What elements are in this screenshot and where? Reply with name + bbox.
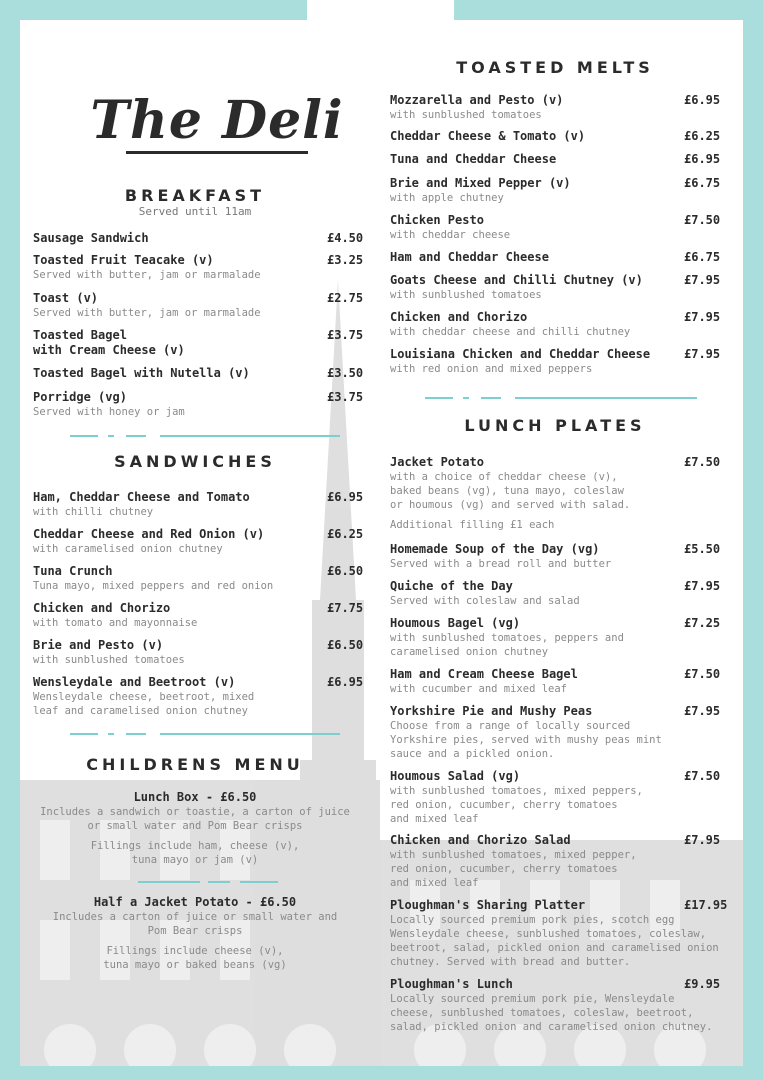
price: £6.25 xyxy=(327,527,364,541)
kids-item: Lunch Box - £6.50 Includes a sandwich or toastie, a carton of juice or small water and Pom Bear crisps Fillings include ham, cheese (v), tuna mayo or jam (v) xyxy=(40,790,350,866)
menu-item: Chicken and Chorizo with tomato and mayonnaise £7.75 xyxy=(33,601,364,629)
price: £7.95 xyxy=(684,579,721,593)
menu-item: Cheddar Cheese and Red Onion (v) with caramelised onion chutney £6.25 xyxy=(33,527,364,555)
menu-item: Ploughman's Lunch Locally sourced premium pork pie, Wensleydale cheese, sunblushed tomatoes, coleslaw, beetroot, salad, pickled onion and caramelised onion chutney. £9.95 xyxy=(390,977,721,1033)
price: £7.50 xyxy=(684,213,721,227)
price: £7.75 xyxy=(327,601,364,615)
price: £7.25 xyxy=(684,616,721,630)
section-divider xyxy=(70,733,340,735)
menu-item: Ploughman's Sharing Platter Locally sourced premium pork pies, scotch egg Wensleydale cheese, sunblushed tomatoes, coleslaw, beetroot, salad, pickled onion and caramelised onion chutney. Served with bread and butter. £17.95 xyxy=(390,898,728,968)
menu-item: Toasted Bagel with Cream Cheese (v) £3.75 xyxy=(33,328,364,357)
price: £3.75 xyxy=(327,328,364,342)
menu-item: Chicken Pesto with cheddar cheese £7.50 xyxy=(390,213,721,241)
price: £2.75 xyxy=(327,291,364,305)
price: £7.50 xyxy=(684,667,721,681)
menu-item: Louisiana Chicken and Cheddar Cheese with red onion and mixed peppers £7.95 xyxy=(390,347,721,375)
breakfast-subtitle: Served until 11am xyxy=(138,205,252,218)
price: £6.50 xyxy=(327,564,364,578)
frame-top-left xyxy=(0,0,307,20)
menu-item: Mozzarella and Pesto (v) with sunblushed tomatoes £6.95 xyxy=(390,93,721,121)
menu-item: Brie and Mixed Pepper (v) with apple chutney £6.75 xyxy=(390,176,721,204)
price: £3.75 xyxy=(327,390,364,404)
menu-item: Tuna Crunch Tuna mayo, mixed peppers and red onion £6.50 xyxy=(33,564,364,592)
additional-filling-note: Additional filling £1 each xyxy=(390,519,555,531)
kids-divider xyxy=(138,881,278,883)
menu-item: Yorkshire Pie and Mushy Peas Choose from a range of locally sourced Yorkshire pies, served with mushy peas mint sauce and a pickled onion. £7.95 xyxy=(390,704,721,760)
price: £6.95 xyxy=(327,490,364,504)
section-divider xyxy=(425,397,697,399)
menu-item: Toasted Bagel with Nutella (v) £3.50 xyxy=(33,366,364,380)
menu-item: Porridge (vg) Served with honey or jam £3.75 xyxy=(33,390,364,418)
kids-item: Half a Jacket Potato - £6.50 Includes a carton of juice or small water and Pom Bear crisps Fillings include cheese (v), tuna mayo or baked beans (vg) xyxy=(52,895,338,971)
menu-item: Toast (v) Served with butter, jam or marmalade £2.75 xyxy=(33,291,364,319)
price: £6.95 xyxy=(684,152,721,166)
price: £17.95 xyxy=(684,898,728,912)
price: £6.75 xyxy=(684,176,721,190)
sandwiches-title: SANDWICHES xyxy=(114,452,276,471)
price: £7.95 xyxy=(684,704,721,718)
menu-item: Ham and Cheddar Cheese £6.75 xyxy=(390,250,721,264)
melts-title: TOASTED MELTS xyxy=(456,58,654,77)
frame-top-right xyxy=(454,0,763,20)
breakfast-title: BREAKFAST xyxy=(124,186,266,205)
menu-item: Toasted Fruit Teacake (v) Served with butter, jam or marmalade £3.25 xyxy=(33,253,364,281)
price: £9.95 xyxy=(684,977,721,991)
logo xyxy=(72,90,362,160)
price: £3.50 xyxy=(327,366,364,380)
menu-item: Tuna and Cheddar Cheese £6.95 xyxy=(390,152,721,166)
menu-item: Jacket Potato with a choice of cheddar cheese (v), baked beans (vg), tuna mayo, coleslaw or houmous (vg) and served with salad. £7.50 xyxy=(390,455,721,511)
menu-item: Goats Cheese and Chilli Chutney (v) with sunblushed tomatoes £7.95 xyxy=(390,273,721,301)
menu-item: Ham and Cream Cheese Bagel with cucumber and mixed leaf £7.50 xyxy=(390,667,721,695)
price: £6.50 xyxy=(327,638,364,652)
price: £5.50 xyxy=(684,542,721,556)
price: £6.75 xyxy=(684,250,721,264)
price: £7.95 xyxy=(684,833,721,847)
price: £7.95 xyxy=(684,273,721,287)
price: £7.50 xyxy=(684,455,721,469)
menu-item: Wensleydale and Beetroot (v) Wensleydale cheese, beetroot, mixed leaf and caramelised onion chutney £6.95 xyxy=(33,675,364,717)
menu-item: Chicken and Chorizo with cheddar cheese and chilli chutney £7.95 xyxy=(390,310,721,338)
price: £7.50 xyxy=(684,769,721,783)
price: £7.95 xyxy=(684,347,721,361)
menu-item: Sausage Sandwich £4.50 xyxy=(33,231,364,245)
price: £6.95 xyxy=(684,93,721,107)
menu-item: Houmous Bagel (vg) with sunblushed tomatoes, peppers and caramelised onion chutney £7.25 xyxy=(390,616,721,658)
menu-item: Homemade Soup of the Day (vg) Served with a bread roll and butter £5.50 xyxy=(390,542,721,570)
menu-item: Brie and Pesto (v) with sunblushed tomatoes £6.50 xyxy=(33,638,364,666)
section-divider xyxy=(70,435,340,437)
price: £4.50 xyxy=(327,231,364,245)
price: £3.25 xyxy=(327,253,364,267)
menu-item: Chicken and Chorizo Salad with sunblushed tomatoes, mixed pepper, red onion, cucumber, cherry tomatoes and mixed leaf £7.95 xyxy=(390,833,721,889)
frame-left xyxy=(0,0,20,1080)
lunch-title: LUNCH PLATES xyxy=(464,416,646,435)
logo-underline xyxy=(126,151,308,154)
frame-right xyxy=(743,0,763,1080)
logo-text: The Deli xyxy=(90,90,344,151)
price: £6.25 xyxy=(684,129,721,143)
menu-item: Houmous Salad (vg) with sunblushed tomatoes, mixed peppers, red onion, cucumber, cherry tomatoes and mixed leaf £7.50 xyxy=(390,769,721,825)
frame-bottom xyxy=(0,1066,763,1080)
menu-item: Quiche of the Day Served with coleslaw and salad £7.95 xyxy=(390,579,721,607)
price: £6.95 xyxy=(327,675,364,689)
menu-item: Ham, Cheddar Cheese and Tomato with chilli chutney £6.95 xyxy=(33,490,364,518)
price: £7.95 xyxy=(684,310,721,324)
menu-item: Cheddar Cheese & Tomato (v) £6.25 xyxy=(390,129,721,143)
childrens-title: CHILDRENS MENU xyxy=(86,755,304,774)
